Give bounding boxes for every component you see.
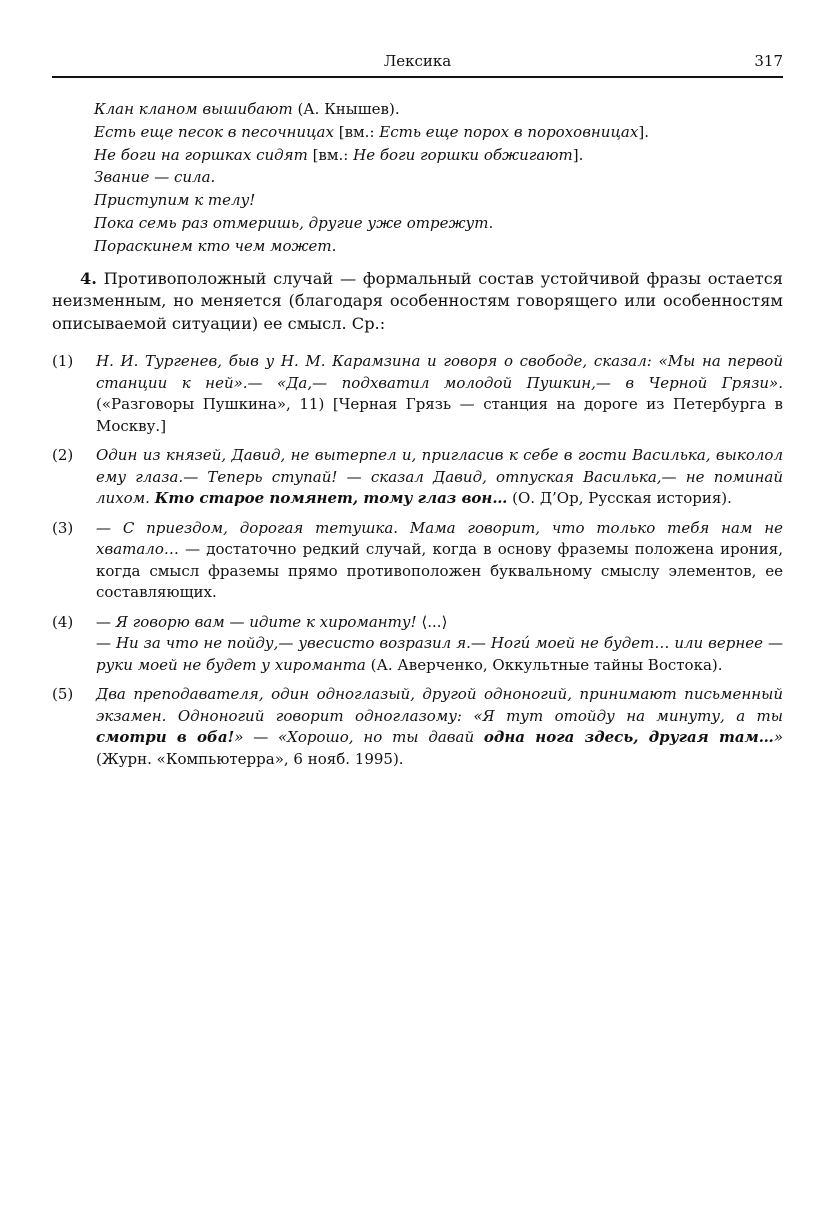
example-line: Клан кланом вышибают (А. Кнышев). [94,100,400,118]
example-list [94,98,783,258]
item-number: (4) [52,612,74,631]
example-line: Звание — сила. [94,168,216,187]
paragraph-4: 4. Противоположный случай — формальный состав устойчивой фразы остается неизменным, но меняется (благодаря особенностям говорящего или особенностям описываемой ситуации) ее смысл. Ср.: [52,268,783,333]
example-item-5: (5) Два преподавателя, один одноглазый, другой одноногий, принимают письменный экзамен. Одноногий говорит одноглазому: «Я тут отойду на минуту, а ты смотри в оба!» — «Хорошо, но ты давай одна нога здесь, другая там…» (Журн. «Компьютерра», 6 нояб. 1995). [52,685,783,768]
example-line: Есть еще песок в песочницах [вм.: Есть еще порох в пороховницах]. [94,122,649,141]
item-number: (3) [52,518,74,537]
example-line: Не боги на горшках сидят [вм.: Не боги горшки обжигают]. [94,145,584,164]
example-item-1: (1) Н. И. Тургенев, быв у Н. М. Карамзина и говоря о свободе, сказал: «Мы на первой станции к ней».— «Да,— подхватил молодой Пушкин,— в Черной Грязи». («Разговоры Пушкина», 11) [Черная Грязь — станция на дороге из Петербурга в Москву.] [52,352,783,435]
item-number: (2) [52,446,74,465]
item-number: (5) [52,685,74,704]
page-header [52,48,783,78]
example-item-4: (4) — Я говорю вам — идите к хироманту! ⟨...⟩ — Ни за что не пойду,— увесисто возразил я.— Ногú моей не будет… или вернее — руки моей не будет у хироманта (А. Аверченко, Оккультные тайны Востока). [52,612,783,674]
example-item-2: (2) Один из князей, Давид, не вытерпел и, пригласив к себе в гости Василька, выколол ему глаза.— Теперь ступай! — сказал Давид, отпуская Василька,— не поминай лихом. Кто старое помянет, тому глаз вон… (О. Д’Ор, Русская история). [52,446,783,508]
page-number: 317 [754,52,783,70]
example-item-3: (3) — С приездом, дорогая тетушка. Мама говорит, что только тебя нам не хватало… — достаточно редкий случай, когда в основу фраземы положена ирония, когда смысл фраземы прямо противоположен буквальному смыслу элементов, ее составляющих. [52,518,783,602]
example-line: Приступим к телу! [94,191,256,210]
item-number: (1) [52,352,74,371]
example-line: Пораскинем кто чем может. [94,236,337,255]
running-title: Лексика [383,52,452,70]
page-body [52,98,783,778]
numbered-examples [52,351,783,770]
paragraph-number: 4. [80,268,97,288]
example-line: Пока семь раз отмеришь, другие уже отрежут. [94,213,494,232]
